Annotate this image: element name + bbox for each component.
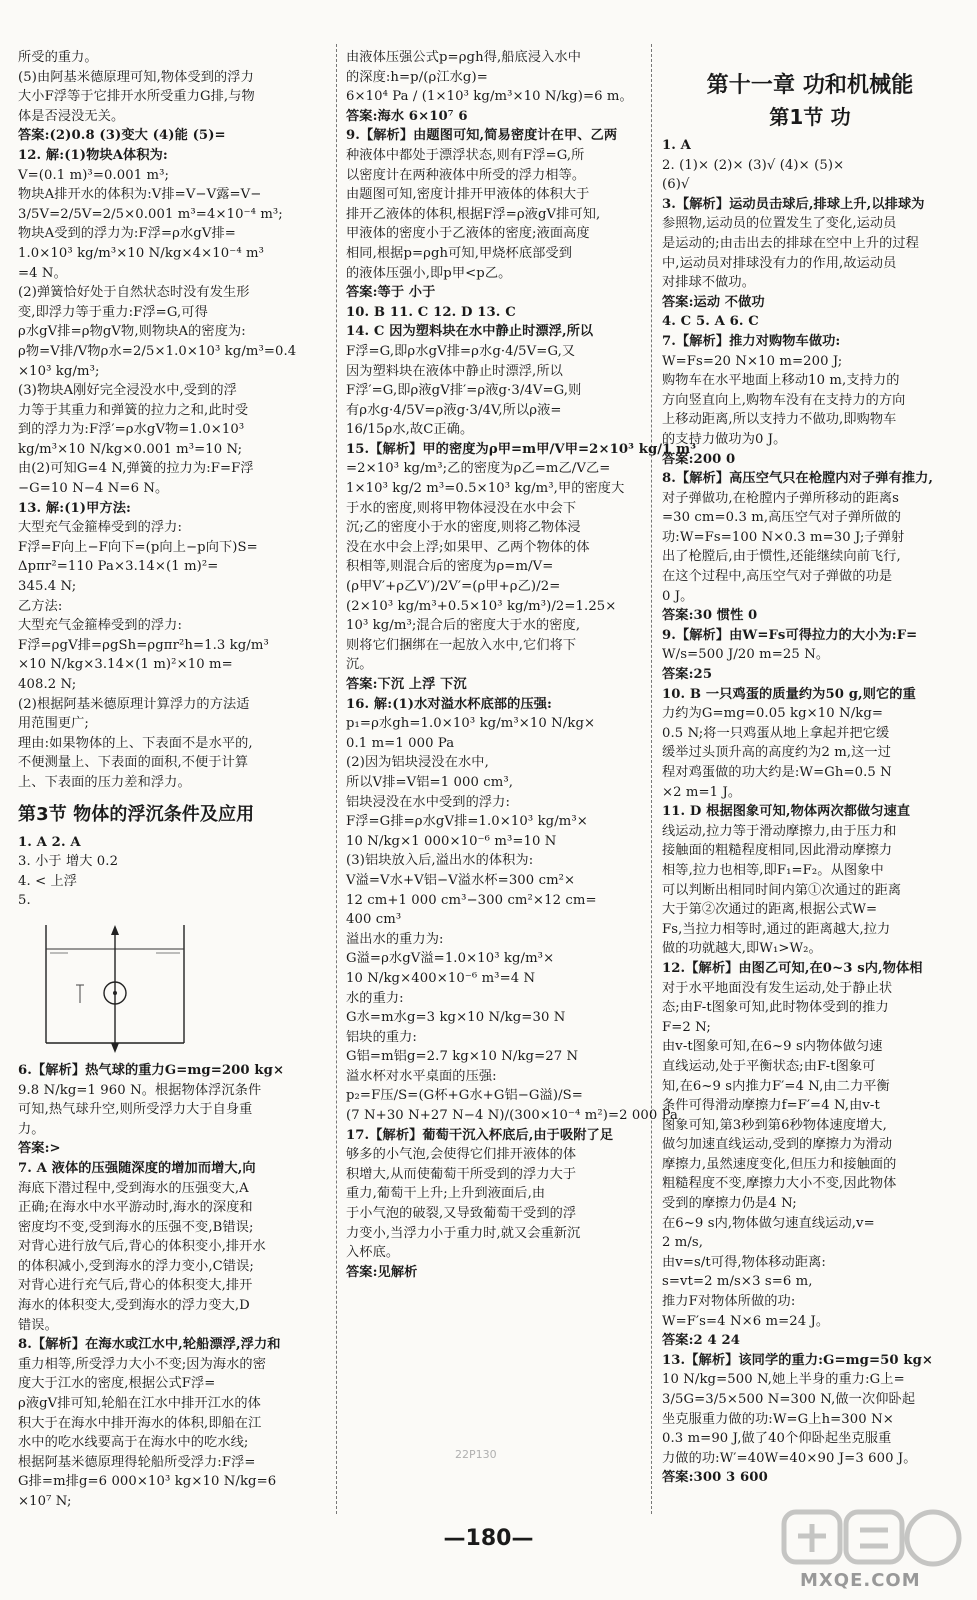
text-line: 根据阿基米德原理得轮船所受浮力:F浮= <box>18 1454 256 1470</box>
text-line: 线运动,拉力等于滑动摩擦力,由于压力和 <box>662 823 897 839</box>
text-line: 因为塑料块在液体中静止时漂浮,所以 <box>346 363 563 379</box>
text-line: 由液体压强公式p=ρgh得,船底浸入水中 <box>346 50 581 65</box>
text-line: 答案:300 3 600 <box>662 1470 768 1486</box>
text-line: 3/5G=3/5×500 N=300 N,做一次仰卧起 <box>662 1392 916 1407</box>
text-line: 10 N/kg×400×10⁻⁶ m³=4 N <box>346 970 536 986</box>
text-line: 正确;在海水中水平游动时,海水的深度和 <box>18 1200 253 1216</box>
text-line: 答案:下沉 上浮 下沉 <box>346 677 467 692</box>
text-line: 在6~9 s内,物体做匀速直线运动,v= <box>662 1215 875 1231</box>
text-line: 体是否浸没无关。 <box>18 108 125 124</box>
text-line: 大小F浮等于它排开水所受重力G排,与物 <box>18 89 255 105</box>
text-line: 物块A排开水的体积为:V排=V−V露=V− <box>18 187 262 203</box>
text-line: 可以判断出相同时间内第①次通过的距离 <box>662 882 902 898</box>
text-line: 水的重力: <box>346 990 404 1006</box>
text-line: 海水的体积变大,受到海水的浮力变大,D <box>18 1298 250 1314</box>
text-line: 则将它们捆绑在一起放入水中,它们将下 <box>346 637 577 653</box>
column-divider <box>651 44 652 1514</box>
text-line: 对背心进行放气后,背心的体积变小,排开水 <box>18 1239 266 1255</box>
column-left <box>18 48 328 1518</box>
text-line: 乙方法: <box>18 598 63 614</box>
text-line: 积大于在海水中排开海水的体积,即船在江 <box>18 1415 262 1431</box>
text-line: 10. B 11. C 12. D 13. C <box>346 304 516 320</box>
text-line: 3. 小于 增大 0.2 <box>18 854 119 870</box>
text-line: 大于第②次通过的距离,根据公式W= <box>662 902 878 918</box>
text-line: 条件可得滑动摩擦力f=F′=4 N,由v-t <box>662 1098 880 1114</box>
text-line: 物块A受到的浮力为:F浮=ρ水gV排= <box>18 226 236 242</box>
text-line: 10 N/kg×1 000×10⁻⁶ m³=10 N <box>346 833 557 849</box>
text-line: 的支持力做功为0 J。 <box>662 431 787 447</box>
text-line: 3/5V=2/5V=2/5×0.001 m³=4×10⁻⁴ m³; <box>18 206 283 222</box>
text-line: 力做的功:W′=40W=40×90 J=3 600 J。 <box>662 1450 917 1466</box>
text-line: 的液体压强小,即p甲<p乙。 <box>346 265 512 281</box>
text-line: 是运动的;由击出去的排球在空中上升的过程 <box>662 235 920 251</box>
text-line: G排=m排g=6 000×10³ kg×10 N/kg=6 <box>18 1474 277 1490</box>
text-line: 答案:2 4 24 <box>662 1333 741 1349</box>
text-line: (7 N+30 N+27 N−4 N)/(300×10⁻⁴ m²)=2 000 Pa <box>346 1108 679 1124</box>
text-line: 13. 解:(1)甲方法: <box>18 500 131 516</box>
text-line: 对于水平地面没有发生运动,处于静止状 <box>662 980 893 996</box>
text-line: W/s=500 J/20 m=25 N。 <box>662 647 830 663</box>
text-line: 粗糙程度不变,摩擦力大小不变,因此物体 <box>662 1176 897 1192</box>
section-title-3: 第3节 物体的浮沉条件及应用 <box>18 803 255 825</box>
text-line: 于小气泡的破裂,又导致葡萄干受到的浮 <box>346 1206 577 1222</box>
text-line: ×10³ kg/m³; <box>18 363 100 379</box>
text-line: 积相等,则混合后的密度为ρ=m/V= <box>346 559 554 575</box>
text-line: 3.【解析】运动员击球后,排球上升,以排球为 <box>662 196 925 212</box>
col1-block2 <box>18 146 328 793</box>
text-line: 够多的小气泡,会使得它们排开液体的体 <box>346 1147 577 1163</box>
text-line: (3)物块A刚好完全浸没水中,受到的浮 <box>18 383 237 399</box>
text-line: 所受的重力。 <box>18 50 98 65</box>
text-line: 10 N/kg=500 N,她上半身的重力:G上= <box>662 1372 905 1388</box>
text-line: 答案:> <box>18 1141 61 1157</box>
text-line: 上移动距离,所以支持力不做功,即购物车 <box>662 412 897 428</box>
text-line: F浮=G,即ρ水gV排=ρ水g·4/5V=G,又 <box>346 343 576 359</box>
text-line: Fs,当拉力相等时,通过的距离越大,拉力 <box>662 921 891 937</box>
chapter-title: 第十一章 功和机械能 <box>706 73 914 98</box>
text-line: 力。 <box>18 1121 45 1137</box>
text-line: 知,在6~9 s内推力F′=4 N,由二力平衡 <box>662 1078 890 1094</box>
buoyancy-diagram <box>40 915 190 1055</box>
text-line: F=2 N; <box>662 1019 711 1035</box>
col3-block1 <box>662 136 958 1488</box>
text-line: 由v=s/t可得,物体移动距离: <box>662 1254 826 1270</box>
col1-block3 <box>18 833 328 911</box>
text-line: ρ液gV排可知,轮船在江水中排开江水的体 <box>18 1396 261 1412</box>
text-line: 推力F对物体所做的功: <box>662 1294 796 1310</box>
text-line: 变,即浮力等于重力:F浮=G,可得 <box>18 304 208 320</box>
text-line: 做匀加速直线运动,受到的摩擦力为滑动 <box>662 1137 893 1153</box>
text-line: 入杯底。 <box>346 1245 400 1261</box>
text-line: 没在水中会上浮;如果甲、乙两个物体的体 <box>346 539 590 555</box>
text-line: 海底下潜过程中,受到海水的压强变大,A <box>18 1180 249 1196</box>
text-line: 9.8 N/kg=1 960 N。根据物体浮沉条件 <box>18 1082 262 1098</box>
text-line: 4. < 上浮 <box>18 873 78 889</box>
text-line: 力约为G=mg=0.05 kg×10 N/kg= <box>662 706 884 722</box>
text-line: ×10⁷ N; <box>18 1494 72 1509</box>
text-line: 408.2 N; <box>18 677 77 692</box>
text-line: 到的浮力为:F浮′=ρ水gV物=1.0×10³ <box>18 422 245 438</box>
text-line: V=(0.1 m)³=0.001 m³; <box>18 167 170 183</box>
text-line: 10³ kg/m³;混合后的密度大于水的密度, <box>346 618 581 634</box>
text-line: 功:W=Fs=100 N×0.3 m=30 J;子弹射 <box>662 529 905 545</box>
text-line: F浮=ρgV排=ρgSh=ρgπr²h=1.3 kg/m³ <box>18 637 269 653</box>
text-line: 出了枪膛后,由于惯性,还能继续向前飞行, <box>662 549 901 565</box>
text-line: 溢水杯对水平桌面的压强: <box>346 1068 497 1084</box>
text-line: 答案:运动 不做功 <box>662 294 765 310</box>
text-line: 0.3 m=90 J,做了40个仰卧起坐克服重 <box>662 1431 892 1447</box>
text-line: 中,运动员对排球没有力的作用,故运动员 <box>662 255 897 271</box>
text-line: 摩擦力,虽然速度变化,但压力和接触面的 <box>662 1156 897 1172</box>
text-line: 由(2)可知G=4 N,弹簧的拉力为:F=F浮 <box>18 461 254 477</box>
text-line: F浮′=G,即ρ液gV排′=ρ液g·3/4V=G,则 <box>346 383 582 399</box>
text-line: 沉;乙的密度小于水的密度,则将乙物体浸 <box>346 520 581 536</box>
text-line: ρ水gV排=ρ物gV物,则物块A的密度为: <box>18 324 246 340</box>
text-line: 9.【解析】由题图可知,简易密度计在甲、乙两 <box>346 128 618 144</box>
text-line: 15.【解析】甲的密度为ρ甲=m甲/V甲=2×10³ kg/1 m³ <box>346 441 697 457</box>
text-line: 1. A 2. A <box>18 834 81 850</box>
text-line: ×2 m=1 J。 <box>662 784 742 800</box>
text-line: 方向竖直向上,购物车没有在支持力的方向 <box>662 392 906 408</box>
text-line: 答案:(2)0.8 (3)变大 (4)能 (5)= <box>18 128 226 144</box>
text-line: 12. 解:(1)物块A体积为: <box>18 147 168 163</box>
text-line: 11. D 根据图象可知,物体两次都做匀速直 <box>662 804 911 820</box>
text-line: 400 cm³ <box>346 912 402 928</box>
text-line: 错误。 <box>18 1317 58 1333</box>
text-line: G水=m水g=3 kg×10 N/kg=30 N <box>346 1010 566 1026</box>
text-line: 相同,根据p=ρgh可知,甲烧杯底部受到 <box>346 245 572 261</box>
text-line: (5)由阿基米德原理可知,物体受到的浮力 <box>18 69 254 85</box>
text-line: 铝块浸没在水中受到的浮力: <box>346 794 510 810</box>
text-line: s=vt=2 m/s×3 s=6 m, <box>662 1274 813 1290</box>
text-line: 甲液体的密度小于乙液体的密度;液面高度 <box>346 226 590 242</box>
text-line: 答案:见解析 <box>346 1264 418 1280</box>
text-line: (3)铝块放入后,溢出水的体积为: <box>346 853 534 869</box>
text-line: 程对鸡蛋做的功大约是:W=Gh=0.5 N <box>662 765 892 780</box>
text-line: 答案:25 <box>662 667 713 683</box>
text-line: 重力,葡萄干上升;上升到液面后,由 <box>346 1186 546 1202</box>
text-line: 于水的密度,则将甲物体浸没在水中会下 <box>346 500 577 516</box>
text-line: (ρ甲V′+ρ乙V′)/2V′=(ρ甲+ρ乙)/2= <box>346 579 561 595</box>
text-line: 答案:等于 小于 <box>346 285 436 301</box>
text-line: 上、下表面的压力差和浮力。 <box>18 774 191 790</box>
col1-block4 <box>18 1061 328 1512</box>
text-line: F浮=F向上−F向下=(p向上−p向下)S= <box>18 539 258 555</box>
text-line: 重力相等,所受浮力大小不变;因为海水的密 <box>18 1356 267 1372</box>
text-line: 13.【解析】该同学的重力:G=mg=50 kg× <box>662 1352 934 1368</box>
text-line: (6)√ <box>662 177 690 193</box>
text-line: 1. A <box>662 138 691 153</box>
text-line: W=Fs=20 N×10 m=200 J; <box>662 353 843 369</box>
text-line: 9.【解析】由W=Fs可得拉力的大小为:F= <box>662 627 918 643</box>
text-line: kg/m³×10 N/kg×0.001 m³=10 N; <box>18 441 243 457</box>
text-line: 接触面的粗糙程度相同,因此滑动摩擦力 <box>662 843 893 859</box>
text-line: p₂=F压/S=(G杯+G水+G铝−G溢)/S= <box>346 1088 583 1104</box>
text-line: 大型充气金箍棒受到的浮力: <box>18 520 182 536</box>
text-line: 有ρ水g·4/5V=ρ液g·3/4V,所以ρ液= <box>346 402 562 418</box>
text-line: 沉。 <box>346 657 373 673</box>
page-number: —180— <box>443 1526 534 1551</box>
text-line: (2×10³ kg/m³+0.5×10³ kg/m³)/2=1.25× <box>346 598 617 614</box>
text-line: 铝块的重力: <box>346 1029 417 1045</box>
text-line: 17.【解析】葡萄干沉入杯底后,由于吸附了足 <box>346 1127 614 1143</box>
text-line: G铝=m铝g=2.7 kg×10 N/kg=27 N <box>346 1049 579 1065</box>
text-line: p₁=ρ水gh=1.0×10³ kg/m³×10 N/kg× <box>346 716 596 732</box>
text-line: 不便测量上、下表面的面积,不便于计算 <box>18 755 249 771</box>
text-line: 由题图可知,密度计排开甲液体的体积大于 <box>346 187 590 203</box>
text-line: 的深度:h=p/(ρ江水g)= <box>346 69 488 85</box>
text-line: G溢=ρ水gV溢=1.0×10³ kg/m³× <box>346 951 555 967</box>
watermark-text: MXQE.COM <box>800 1570 921 1591</box>
column-divider <box>336 44 337 1514</box>
text-line: 答案:30 惯性 0 <box>662 608 758 624</box>
text-line: 0 J。 <box>662 588 694 604</box>
text-line: 直线运动,处于平衡状态;由F-t图象可 <box>662 1058 876 1074</box>
text-line: 答案:海水 6×10⁷ 6 <box>346 108 468 124</box>
text-line: 345.4 N; <box>18 579 77 595</box>
text-line: 1.0×10³ kg/m³×10 N/kg×4×10⁻⁴ m³ <box>18 245 264 261</box>
text-line: 10. B 一只鸡蛋的质量约为50 g,则它的重 <box>662 686 916 702</box>
text-line: V溢=V水+V铝−V溢水杯=300 cm²× <box>346 872 576 888</box>
text-line: 7.【解析】推力对购物车做功: <box>662 333 841 349</box>
text-line: =30 cm=0.3 m,高压空气对子弹所做的 <box>662 510 901 526</box>
text-line: (2)弹簧恰好处于自然状态时没有发生形 <box>18 285 250 301</box>
text-line: 用范围更广; <box>18 716 89 732</box>
text-line: 以密度计在两种液体中所受的浮力相等。 <box>346 167 586 183</box>
text-line: 7. A 液体的压强随深度的增加而增大,向 <box>18 1160 256 1176</box>
text-line: 对排球不做功。 <box>662 275 756 291</box>
text-line: 6.【解析】热气球的重力G=mg=200 kg× <box>18 1062 285 1078</box>
text-line: 水中的吃水线要高于在海水中的吃水线; <box>18 1435 249 1451</box>
text-line: 8.【解析】在海水或江水中,轮船漂浮,浮力和 <box>18 1337 281 1353</box>
text-line: F浮=G排=ρ水gV排=1.0×10³ kg/m³× <box>346 814 588 830</box>
text-line: 图象可知,第3秒到第6秒物体速度增大, <box>662 1117 887 1133</box>
text-line: (2)因为铝块浸没在水中, <box>346 755 489 771</box>
text-line: 力等于其重力和弹簧的拉力之和,此时受 <box>18 402 249 418</box>
text-line: 做的功就越大,即W₁>W₂。 <box>662 941 822 957</box>
text-line: 的体积减小,受到海水的浮力变小,C错误; <box>18 1258 254 1274</box>
text-line: ×10 N/kg×3.14×(1 m)²×10 m= <box>18 657 233 673</box>
text-line: 溢出水的重力为: <box>346 931 444 947</box>
text-line: 态;由F-t图象可知,此时物体受到的推力 <box>662 1000 889 1016</box>
text-line: 理由:如果物体的上、下表面不是水平的, <box>18 735 253 751</box>
text-line: 度大于江水的密度,根据公式F浮= <box>18 1376 216 1392</box>
text-line: 对子弹做功,在枪膛内子弹所移动的距离s <box>662 490 900 506</box>
text-line: (2)根据阿基米德原理计算浮力的方法适 <box>18 696 250 712</box>
text-line: 0.1 m=1 000 Pa <box>346 735 455 751</box>
text-line: 5. <box>18 893 31 909</box>
text-line: 大型充气金箍棒受到的浮力: <box>18 618 182 634</box>
text-line: 积增大,从而使葡萄干所受到的浮力大于 <box>346 1166 577 1182</box>
text-line: 1×10³ kg/2 m³=0.5×10³ kg/m³,甲的密度大 <box>346 481 625 497</box>
text-line: 8.【解析】高压空气只在枪膛内对子弹有推力, <box>662 471 934 487</box>
text-line: −G=10 N−4 N=6 N。 <box>18 481 169 497</box>
col1-block1 <box>18 48 328 146</box>
text-line: 缓举过头顶升高的高度约为2 m,这一过 <box>662 745 891 761</box>
text-line: 参照物,运动员的位置发生了变化,运动员 <box>662 216 897 232</box>
text-line: Δpπr²=110 Pa×3.14×(1 m)²= <box>18 559 219 575</box>
text-line: 6×10⁴ Pa / (1×10³ kg/m³×10 N/kg)=6 m。 <box>346 89 633 105</box>
text-line: 相等,拉力也相等,即F₁=F₂。从图象中 <box>662 862 884 878</box>
text-line: 0.5 N;将一只鸡蛋从地上拿起并把它缓 <box>662 725 890 741</box>
text-line: 在这个过程中,高压空气对子弹做的功是 <box>662 569 893 585</box>
text-line: 答案:200 0 <box>662 451 736 467</box>
text-line: 所以V排=V铝=1 000 cm³, <box>346 774 514 790</box>
text-line: 12 cm+1 000 cm³−300 cm²×12 cm= <box>346 892 597 908</box>
text-line: 12.【解析】由图乙可知,在0~3 s内,物体相 <box>662 960 923 976</box>
print-code: 22P130 <box>455 1448 497 1461</box>
text-line: 坐克服重力做的功:W=G上h=300 N× <box>662 1411 894 1427</box>
text-line: 14. C 因为塑料块在水中静止时漂浮,所以 <box>346 324 594 340</box>
text-line: =4 N。 <box>18 265 67 281</box>
text-line: 力变小,当浮力小于重力时,就又会重新沉 <box>346 1225 581 1241</box>
text-line: 购物车在水平地面上移动10 m,支持力的 <box>662 373 900 389</box>
text-line: 由v-t图象可知,在6~9 s内物体做匀速 <box>662 1039 883 1055</box>
text-line: W=F′s=4 N×6 m=24 J。 <box>662 1313 830 1329</box>
section-title-1: 第1节 功 <box>769 105 851 129</box>
text-line: 4. C 5. A 6. C <box>662 314 759 330</box>
column-right <box>662 48 958 1518</box>
text-line: 对背心进行充气后,背心的体积变大,排开 <box>18 1278 253 1294</box>
text-line: 排开乙液体的体积,根据F浮=ρ液gV排可知, <box>346 206 601 222</box>
text-line: 16/15ρ水,故C正确。 <box>346 422 474 438</box>
text-line: ρ物=V排/V物ρ水=2/5×1.0×10³ kg/m³=0.4 <box>18 343 297 359</box>
text-line: =2×10³ kg/m³;乙的密度为ρ乙=m乙/V乙= <box>346 461 611 477</box>
text-line: 受到的摩擦力仍是4 N; <box>662 1196 797 1212</box>
text-line: 种液体中都处于漂浮状态,则有F浮=G,所 <box>346 147 585 163</box>
text-line: 密度均不变,受到海水的压强不变,B错误; <box>18 1219 254 1235</box>
text-line: 可知,热气球升空,则所受浮力大于自身重 <box>18 1102 253 1118</box>
text-line: 16. 解:(1)水对溢水杯底部的压强: <box>346 696 552 712</box>
text-line: 2. (1)× (2)× (3)√ (4)× (5)× <box>662 157 845 173</box>
text-line: 2 m/s, <box>662 1235 704 1251</box>
